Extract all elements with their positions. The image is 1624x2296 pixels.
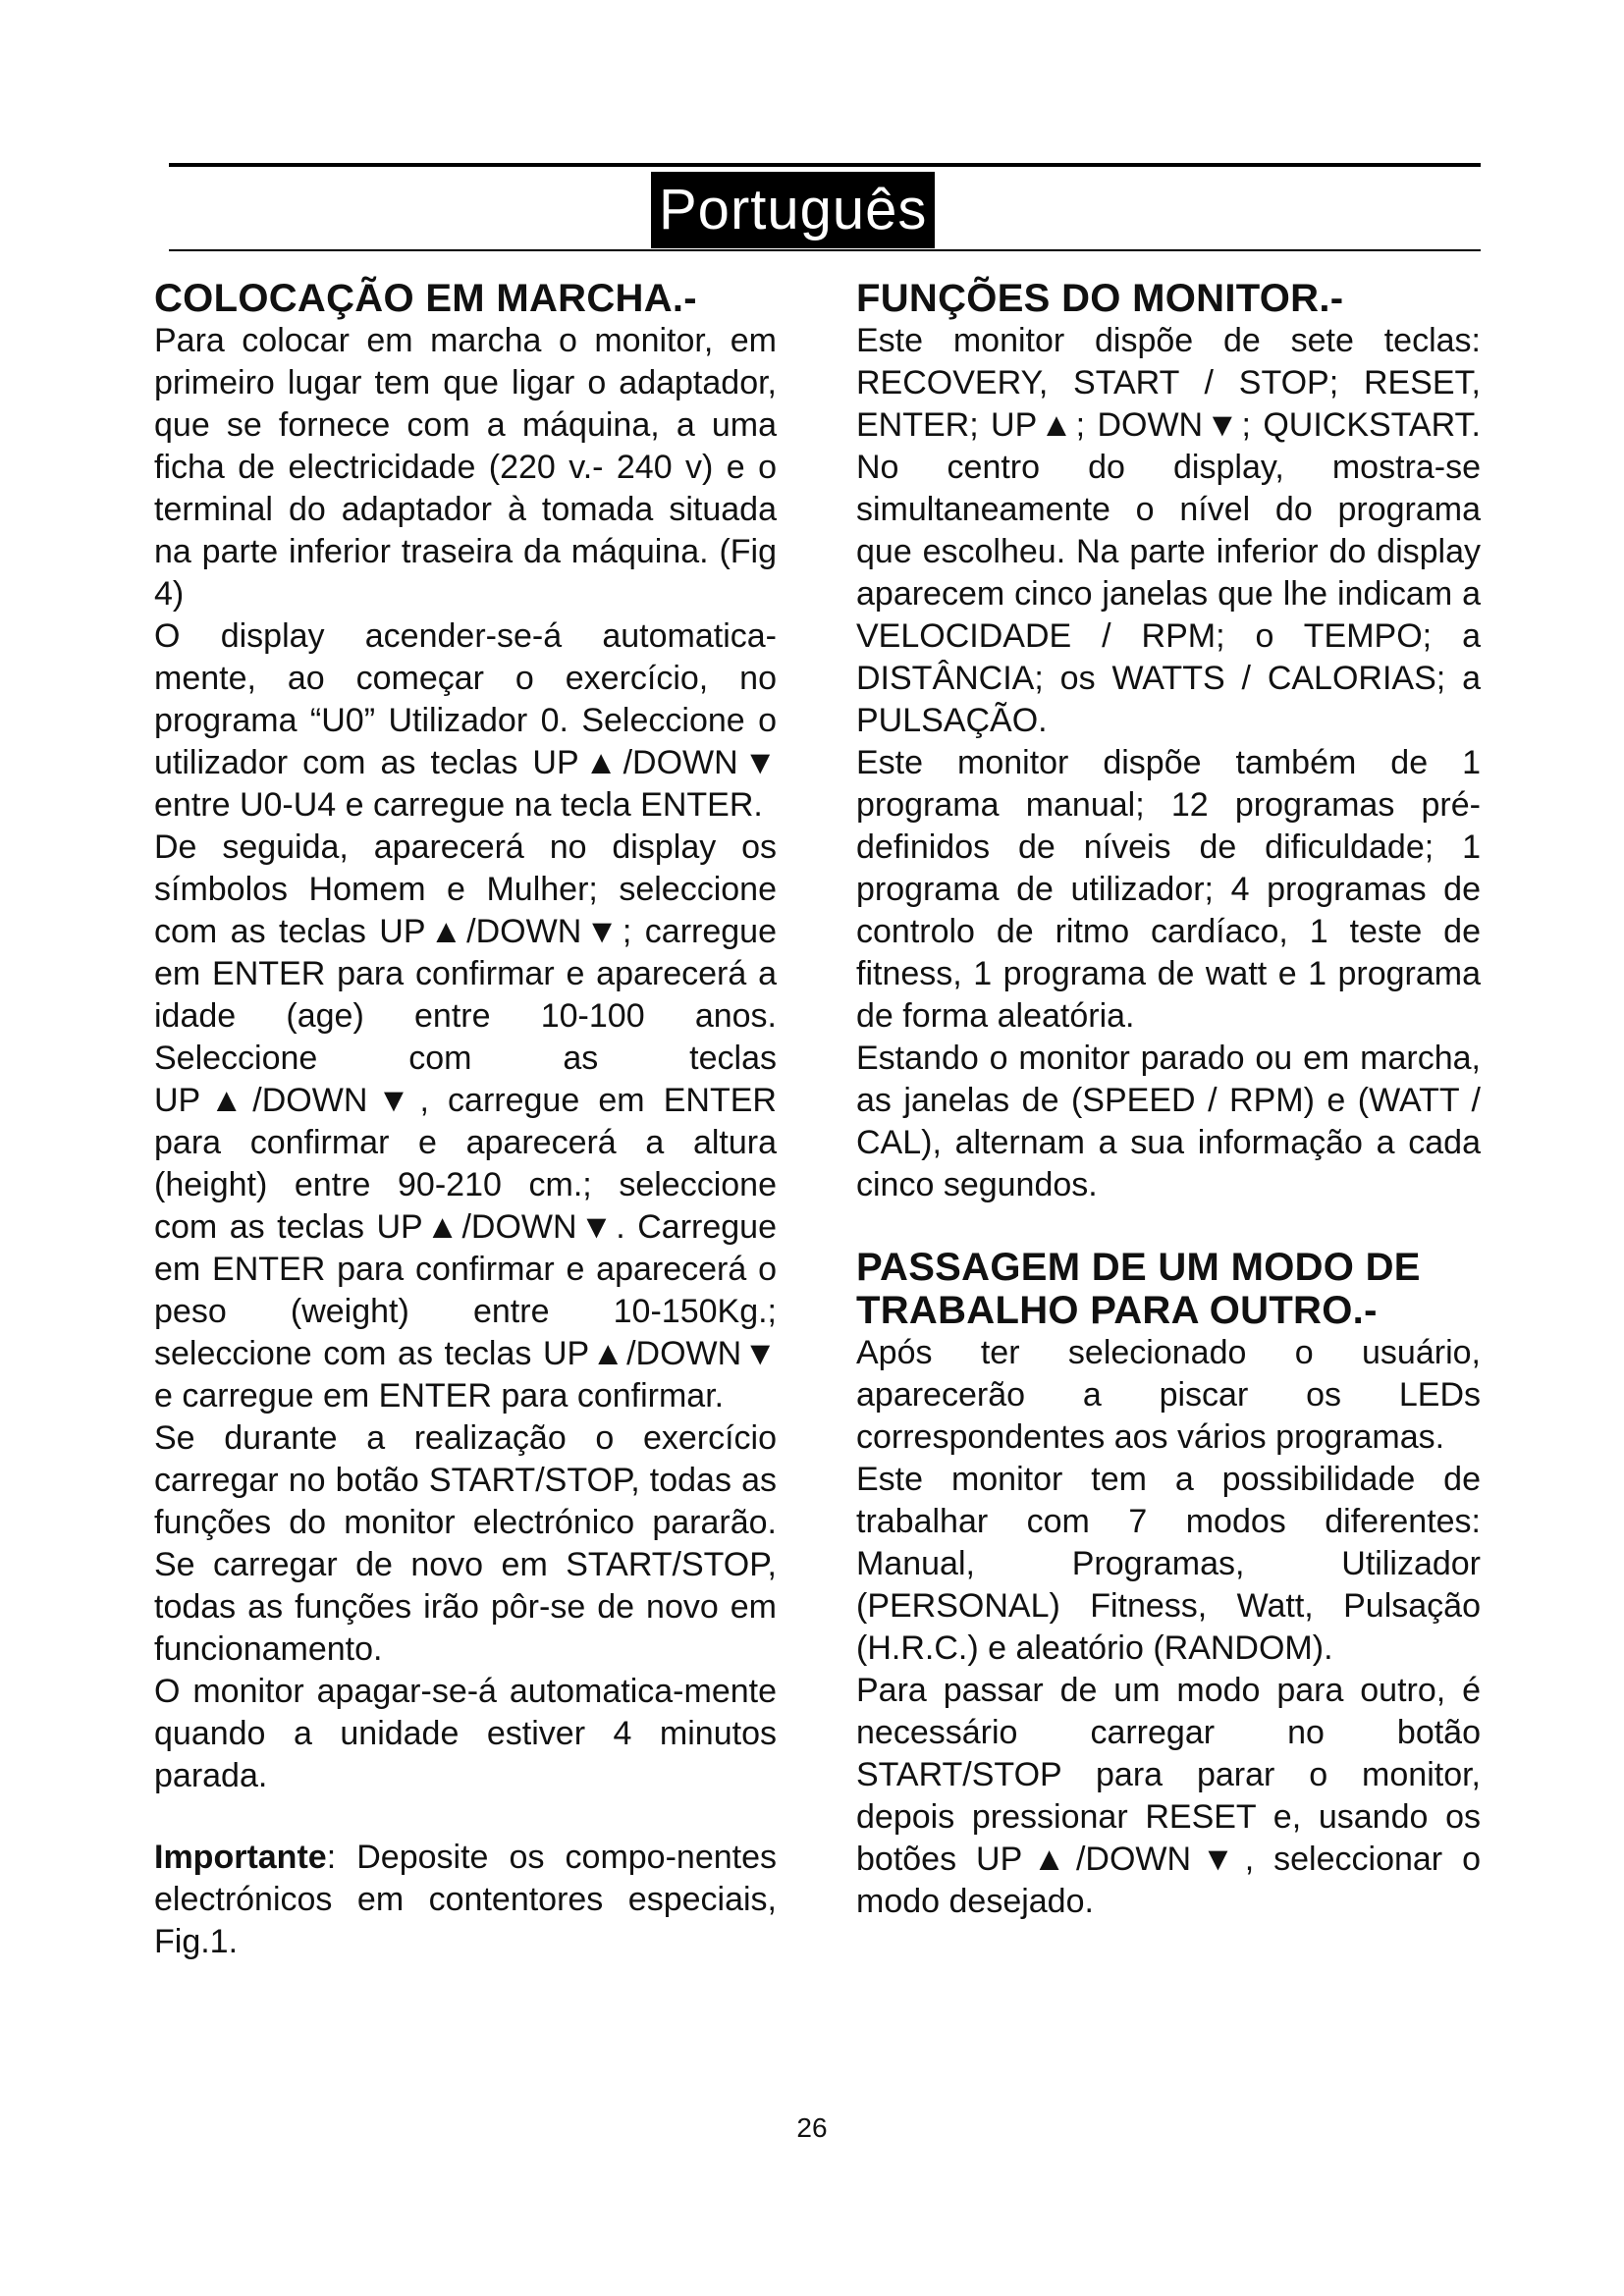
paragraph: Este monitor tem a possibilidade de trabalhar com 7 modos diferentes: Manual, Programas, Utilizador (PERSONAL) Fitness, Watt, Pulsação (H.R.C.) e aleatório (RANDOM). (856, 1461, 1481, 1667)
spacer (154, 1797, 777, 1837)
important-note (154, 1837, 777, 1963)
paragraph: Se durante a realização o exercício carregar no botão START/STOP, todas as funções do monitor electrónico pararão. Se carregar de novo em START/STOP, todas as funções irão pôr-se de novo em funcionamento. (154, 1419, 777, 1668)
paragraph: De seguida, aparecerá no display os símbolos Homem e Mulher; seleccione com as teclas UP▲/DOWN▼; carregue em ENTER para confirmar e aparecerá a idade (age) entre 10-100 anos. Seleccione com as teclas UP▲/DOWN▼, carregue em ENTER para confirmar e aparecerá a altura (height) entre 90-210 cm.; seleccione com as teclas UP▲/DOWN▼. Carregue em ENTER para confirmar e aparecerá o peso (weight) entre 10-150Kg.; seleccione com as teclas UP▲/DOWN▼ e carregue em ENTER para confirmar. (154, 828, 777, 1415)
paragraph: Este monitor dispõe também de 1 programa manual; 12 programas pré-definidos de níveis de dificuldade; 1 programa de utilizador; 4 programas de controlo de ritmo cardíaco, 1 teste de fitness, 1 programa de watt e 1 programa de forma aleatória. (856, 744, 1481, 1035)
heading-colocacao-em-marcha: COLOCAÇÃO EM MARCHA.- (154, 277, 697, 320)
paragraph: O monitor apagar-se-á automatica-mente quando a unidade estiver 4 minutos parada. (154, 1673, 777, 1794)
spacer (856, 1206, 1481, 1246)
important-label: Importante (154, 1839, 327, 1876)
language-title: Português (651, 172, 935, 248)
left-column (154, 277, 777, 1963)
paragraph: Para passar de um modo para outro, é necessário carregar no botão START/STOP para parar o monitor, depois pressionar RESET e, usando os botões UP▲/DOWN▼, seleccionar o modo desejado. (856, 1672, 1481, 1920)
important-text: : Deposite os compo-nentes electrónicos em contentores especiais, Fig.1. (154, 1839, 777, 1960)
page-number: 26 (796, 2112, 828, 2143)
paragraph: Este monitor dispõe de sete teclas: RECOVERY, START / STOP; RESET, ENTER; UP▲; DOWN▼; QUICKSTART. No centro do display, mostra-se simultaneamente o nível do programa que escolheu. Na parte inferior do display aparecem cinco janelas que lhe indicam a VELOCIDADE / RPM; o TEMPO; a DISTÂNCIA; os WATTS / CALORIAS; a PULSAÇÃO. (856, 322, 1481, 739)
header-rule-top (169, 163, 1481, 167)
right-column (856, 277, 1481, 1923)
paragraph: O display acender-se-á automatica-mente, ao começar o exercício, no programa “U0” Utilizador 0. Seleccione o utilizador com as teclas UP▲/DOWN▼ entre U0-U4 e carregue na tecla ENTER. (154, 617, 777, 824)
heading-passagem-de-modo: PASSAGEM DE UM MODO DE TRABALHO PARA OUTRO.- (856, 1246, 1421, 1332)
heading-funcoes-do-monitor: FUNÇÕES DO MONITOR.- (856, 277, 1344, 320)
paragraph: Para colocar em marcha o monitor, em primeiro lugar tem que ligar o adaptador, que se fornece com a máquina, a uma ficha de electricidade (220 v.- 240 v) e o terminal do adaptador à tomada situada na parte inferior traseira da máquina. (Fig 4) (154, 322, 777, 613)
paragraph: Estando o monitor parado ou em marcha, as janelas de (SPEED / RPM) e (WATT / CAL), alternam a sua informação a cada cinco segundos. (856, 1040, 1481, 1203)
header-rule-bottom (169, 249, 1481, 251)
paragraph: Após ter selecionado o usuário, aparecerão a piscar os LEDs correspondentes aos vários programas. (856, 1334, 1481, 1456)
